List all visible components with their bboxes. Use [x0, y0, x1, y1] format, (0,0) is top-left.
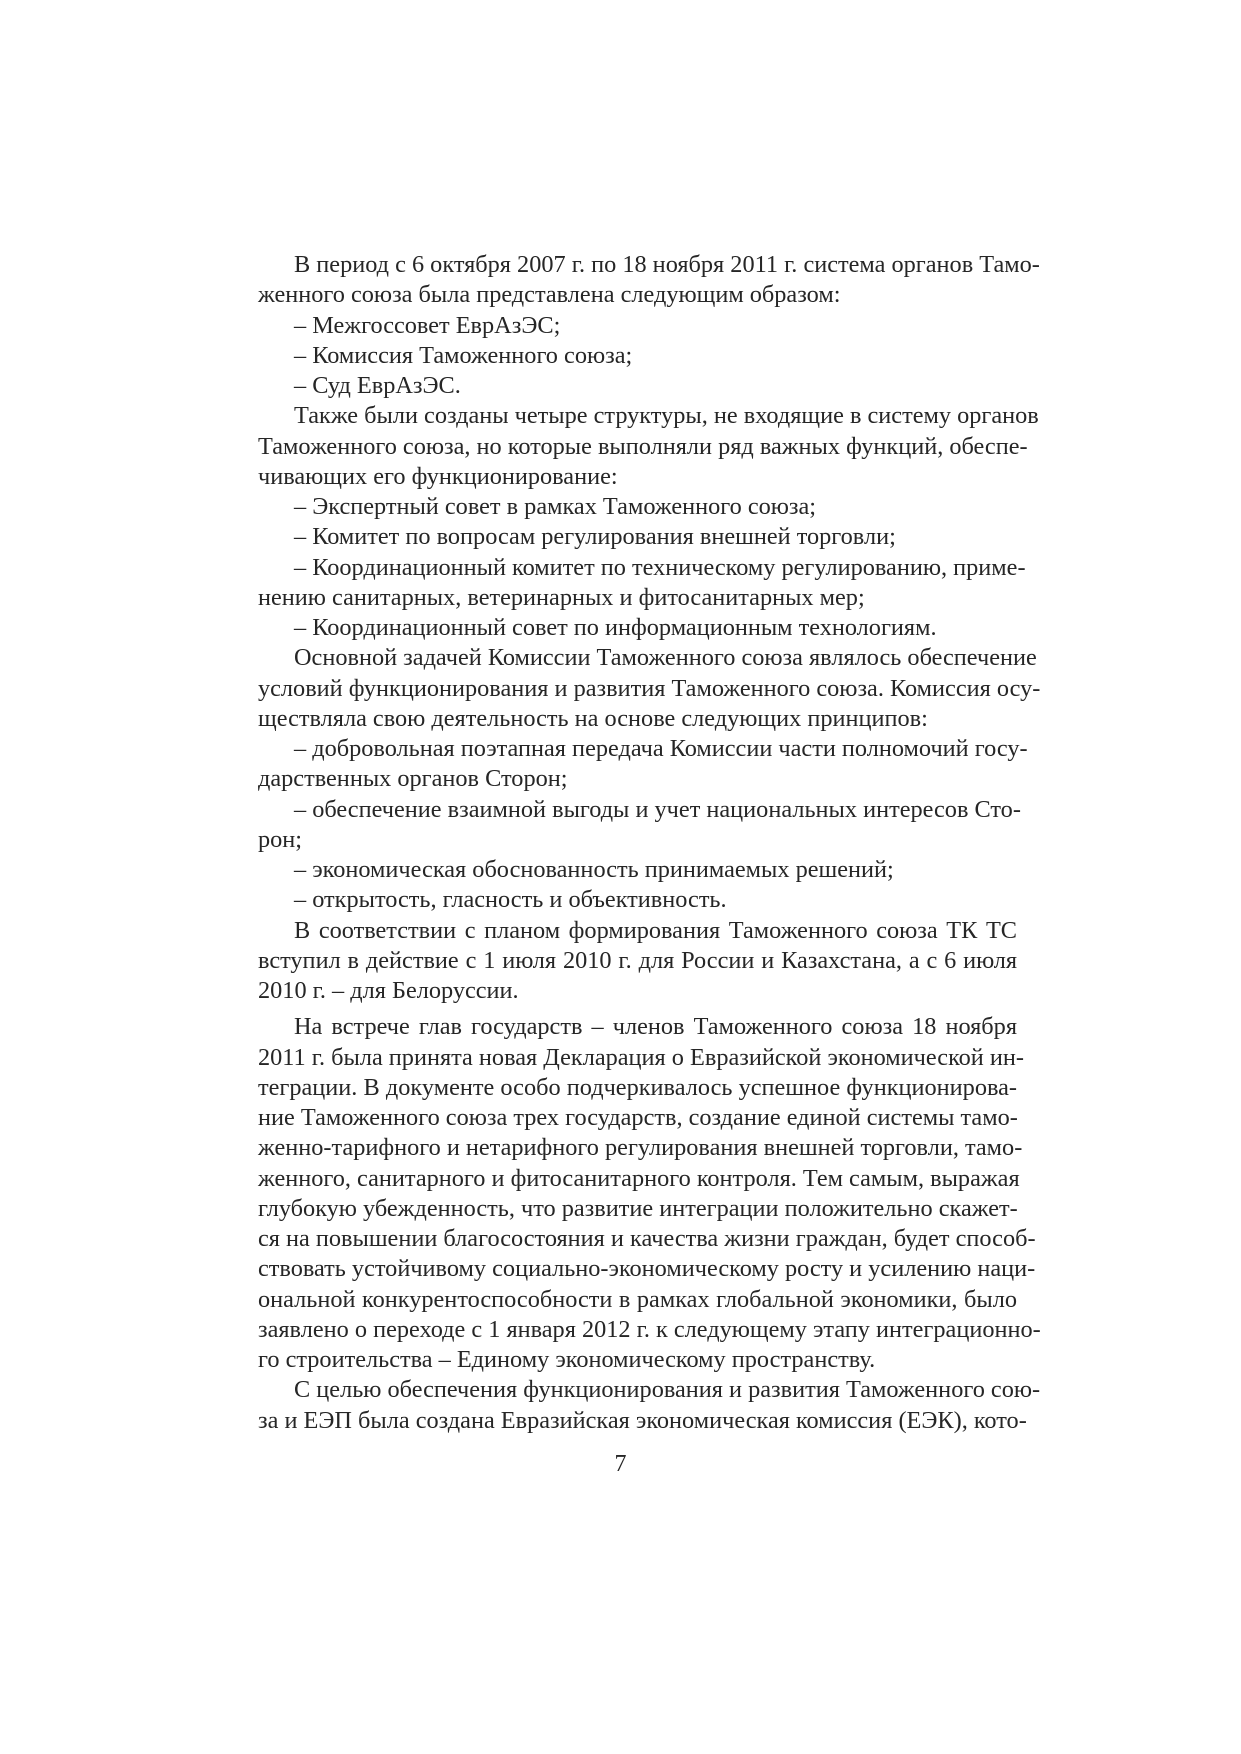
text-line: – Экспертный совет в рамках Таможенного союза;: [294, 493, 817, 520]
text-line: – Координационный совет по информационным технологиям.: [294, 614, 937, 641]
text-line: ональной конкурентоспособности в рамках глобальной экономики, было: [258, 1285, 1017, 1313]
text-line: – Комитет по вопросам регулирования внешней торговли;: [294, 523, 896, 551]
text-line: С целью обеспечения функционирования и развития Таможенного сою-: [294, 1376, 1041, 1404]
text-line: ствовать устойчивому социально-экономическому росту и усилению наци-: [258, 1255, 1036, 1283]
text-line: Также были созданы четыре структуры, не входящие в систему органов: [294, 402, 1039, 430]
text-line: Основной задачей Комиссии Таможенного союза являлось обеспечение: [294, 644, 1037, 672]
text-line: – Межгоссовет ЕврАзЭС;: [294, 311, 561, 339]
text-line: 2010 г. – для Белоруссии.: [258, 977, 519, 1004]
text-line: – экономическая обоснованность принимаемых решений;: [294, 856, 894, 883]
text-line: за и ЕЭП была создана Евразийская экономическая комиссия (ЕЭК), кото-: [258, 1406, 1027, 1434]
page-number: 7: [614, 1451, 627, 1477]
text-line: В период с 6 октября 2007 г. по 18 ноября 2011 г. система органов Тамо-: [294, 251, 1040, 278]
text-line: женного союза была представлена следующим образом:: [258, 281, 841, 309]
text-line: го строительства – Единому экономическому пространству.: [258, 1346, 876, 1373]
text-line: условий функционирования и развития Таможенного союза. Комиссия осу-: [258, 674, 1041, 702]
text-line: ществляла свою деятельность на основе следующих принципов:: [258, 704, 928, 732]
text-line: глубокую убежденность, что развитие интеграции положительно скажет-: [258, 1194, 1018, 1222]
text-line: вступил в действие с 1 июля 2010 г. для России и Казахстана, а с 6 июля: [258, 946, 1017, 974]
text-line: В соответствии с планом формирования Таможенного союза ТК ТС: [294, 916, 1017, 944]
text-line: ние Таможенного союза трех государств, создание единой системы тамо-: [258, 1104, 1018, 1131]
text-line: теграции. В документе особо подчеркивалось успешное функционирова-: [258, 1073, 1017, 1101]
text-line: рон;: [258, 825, 303, 853]
text-line: – обеспечение взаимной выгоды и учет национальных интересов Сто-: [294, 795, 1021, 823]
text-line: женно-тарифного и нетарифного регулирования внешней торговли, тамо-: [258, 1134, 1023, 1162]
text-line: женного, санитарного и фитосанитарного контроля. Тем самым, выражая: [258, 1164, 1020, 1192]
text-line: заявлено о переходе с 1 января 2012 г. к следующему этапу интеграционно-: [258, 1315, 1041, 1343]
text-line: Таможенного союза, но которые выполняли ряд важных функций, обеспе-: [258, 432, 1028, 460]
text-line: – открытость, гласность и объективность.: [294, 886, 727, 914]
text-line: чивающих его функционирование:: [258, 462, 618, 490]
text-line: На встрече глав государств – членов Таможенного союза 18 ноября: [294, 1013, 1017, 1041]
text-line: – добровольная поэтапная передача Комиссии части полномочий госу-: [294, 735, 1028, 762]
text-line: – Суд ЕврАзЭС.: [294, 372, 461, 399]
text-line: дарственных органов Сторон;: [258, 765, 568, 793]
page-body: [258, 250, 1041, 1436]
text-line: – Координационный комитет по техническому регулированию, приме-: [294, 553, 1026, 581]
text-line: – Комиссия Таможенного союза;: [294, 341, 633, 369]
text-line: ся на повышении благосостояния и качества жизни граждан, будет способ-: [258, 1225, 1036, 1252]
text-line: 2011 г. была принята новая Декларация о Евразийской экономической ин-: [258, 1043, 1024, 1071]
text-line: нению санитарных, ветеринарных и фитосанитарных мер;: [258, 583, 865, 611]
